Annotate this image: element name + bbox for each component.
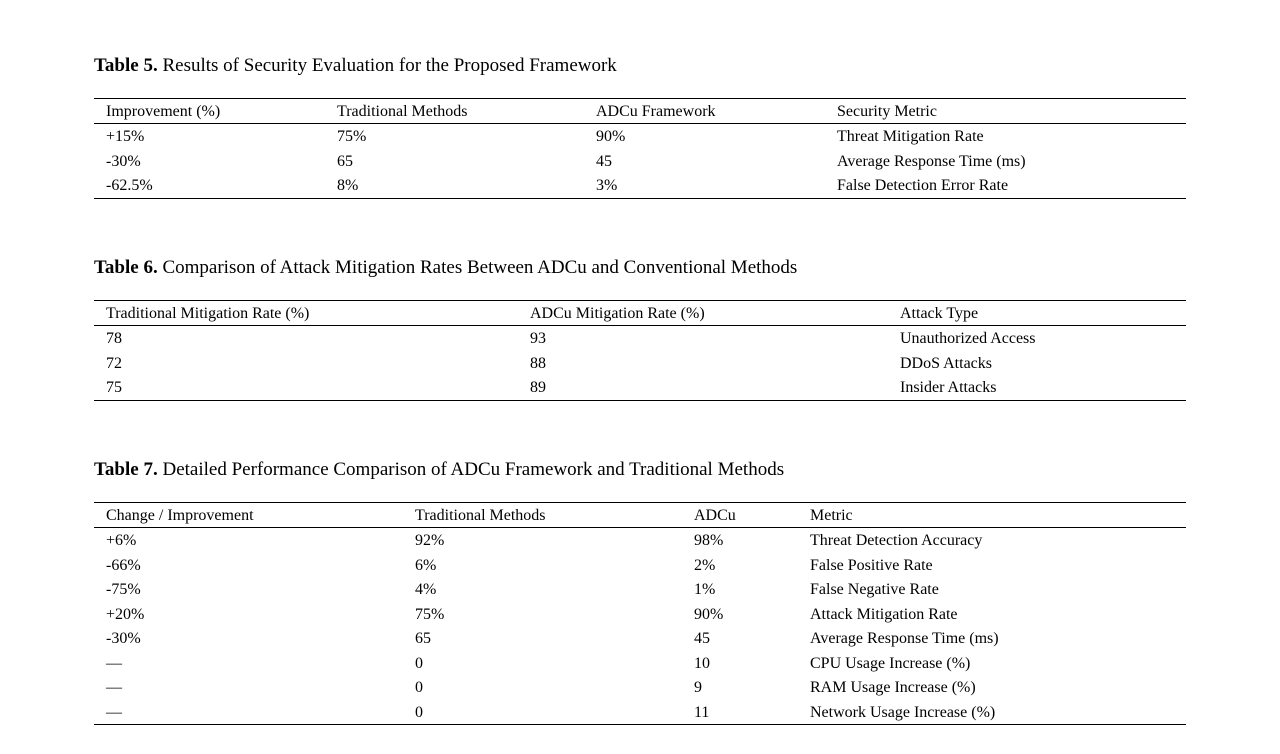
table-cell: 78 <box>106 330 122 347</box>
table-row <box>94 553 1186 578</box>
table-cell: Average Response Time (ms) <box>837 152 1026 170</box>
table-cell: 45 <box>694 630 710 647</box>
table-cell: 1% <box>694 581 716 598</box>
table-cell: Unauthorized Access <box>900 330 1036 347</box>
table-cell: 75% <box>415 605 445 623</box>
table-cell: 6% <box>415 556 437 574</box>
table-row <box>94 351 1186 376</box>
table-cell: -62.5% <box>106 177 153 194</box>
table-cell: -30% <box>106 630 141 647</box>
table-5-block <box>94 55 1186 194</box>
table-7 <box>94 502 1186 725</box>
table-cell: DDoS Attacks <box>900 354 992 372</box>
table-cell: 0 <box>415 703 423 721</box>
table-label: Table 6. <box>94 257 158 278</box>
table-6 <box>94 300 1186 401</box>
table-caption <box>94 459 1186 481</box>
table-label: Table 7. <box>94 459 158 480</box>
table-cell: Average Response Time (ms) <box>810 630 999 647</box>
column-header: Traditional Methods <box>337 103 468 120</box>
table-cell: 98% <box>694 532 724 549</box>
table-cell: 11 <box>694 703 710 721</box>
table-title: Detailed Performance Comparison of ADCu Framework and Traditional Methods <box>162 459 785 480</box>
column-header: Improvement (%) <box>106 103 221 120</box>
table-row <box>94 577 1186 602</box>
table-row <box>94 626 1186 651</box>
table-cell: False Detection Error Rate <box>837 177 1009 194</box>
table-cell: -66% <box>106 556 141 574</box>
table-cell: 4% <box>415 581 437 598</box>
table-cell: 93 <box>530 330 546 347</box>
table-cell: 92% <box>415 532 445 549</box>
table-cell: — <box>106 703 122 721</box>
table-cell: 9 <box>694 679 702 696</box>
column-header: Metric <box>810 507 853 524</box>
table-cell: 89 <box>530 379 546 396</box>
table-row <box>94 124 1186 149</box>
table-cell: 90% <box>596 128 626 145</box>
table-cell: 90% <box>694 605 724 623</box>
column-header: ADCu Mitigation Rate (%) <box>530 305 705 322</box>
table-row <box>94 375 1186 400</box>
table-cell: 10 <box>694 654 710 672</box>
table-cell: Network Usage Increase (%) <box>810 703 996 721</box>
table-label: Table 5. <box>94 55 158 76</box>
column-header: Traditional Mitigation Rate (%) <box>106 305 310 322</box>
column-header: Traditional Methods <box>415 507 546 524</box>
table-cell: False Negative Rate <box>810 581 939 598</box>
table-row <box>94 602 1186 627</box>
column-header: ADCu <box>694 507 736 524</box>
table-row <box>94 173 1186 198</box>
table-caption <box>94 55 1186 77</box>
table-row <box>94 326 1186 351</box>
table-header-row <box>94 301 1186 326</box>
table-header-row <box>94 503 1186 528</box>
column-header: Attack Type <box>900 305 979 322</box>
table-row <box>94 700 1186 725</box>
table-cell: Threat Detection Accuracy <box>810 532 983 549</box>
table-5 <box>94 98 1186 199</box>
table-cell: +6% <box>106 532 137 549</box>
table-cell: 8% <box>337 177 359 194</box>
table-cell: +20% <box>106 605 145 623</box>
table-header-row <box>94 99 1186 124</box>
table-cell: CPU Usage Increase (%) <box>810 654 971 672</box>
table-title: Results of Security Evaluation for the Proposed Framework <box>162 55 617 76</box>
table-row <box>94 528 1186 553</box>
table-cell: 88 <box>530 354 546 372</box>
table-cell: — <box>106 654 122 672</box>
table-cell: 0 <box>415 679 423 696</box>
table-cell: Attack Mitigation Rate <box>810 605 958 623</box>
table-caption <box>94 257 1186 279</box>
table-cell: Threat Mitigation Rate <box>837 128 984 145</box>
table-cell: — <box>106 679 122 696</box>
table-row <box>94 149 1186 174</box>
table-cell: 45 <box>596 152 612 170</box>
table-cell: +15% <box>106 128 145 145</box>
table-cell: 65 <box>337 152 353 170</box>
table-cell: -75% <box>106 581 141 598</box>
table-cell: 75% <box>337 128 367 145</box>
table-cell: False Positive Rate <box>810 556 933 574</box>
table-cell: 75 <box>106 379 122 396</box>
column-header: Security Metric <box>837 103 937 120</box>
table-cell: 3% <box>596 177 618 194</box>
table-cell: RAM Usage Increase (%) <box>810 679 976 696</box>
table-cell: 65 <box>415 630 431 647</box>
table-cell: -30% <box>106 152 141 170</box>
table-6-block <box>94 257 1186 396</box>
table-cell: 72 <box>106 354 122 372</box>
table-row <box>94 651 1186 676</box>
column-header: Change / Improvement <box>106 507 254 524</box>
table-title: Comparison of Attack Mitigation Rates Between ADCu and Conventional Methods <box>162 257 798 278</box>
table-cell: 0 <box>415 654 423 672</box>
table-7-block <box>94 459 1186 721</box>
table-cell: 2% <box>694 556 716 574</box>
table-row <box>94 675 1186 700</box>
table-cell: Insider Attacks <box>900 379 997 396</box>
column-header: ADCu Framework <box>596 103 716 120</box>
